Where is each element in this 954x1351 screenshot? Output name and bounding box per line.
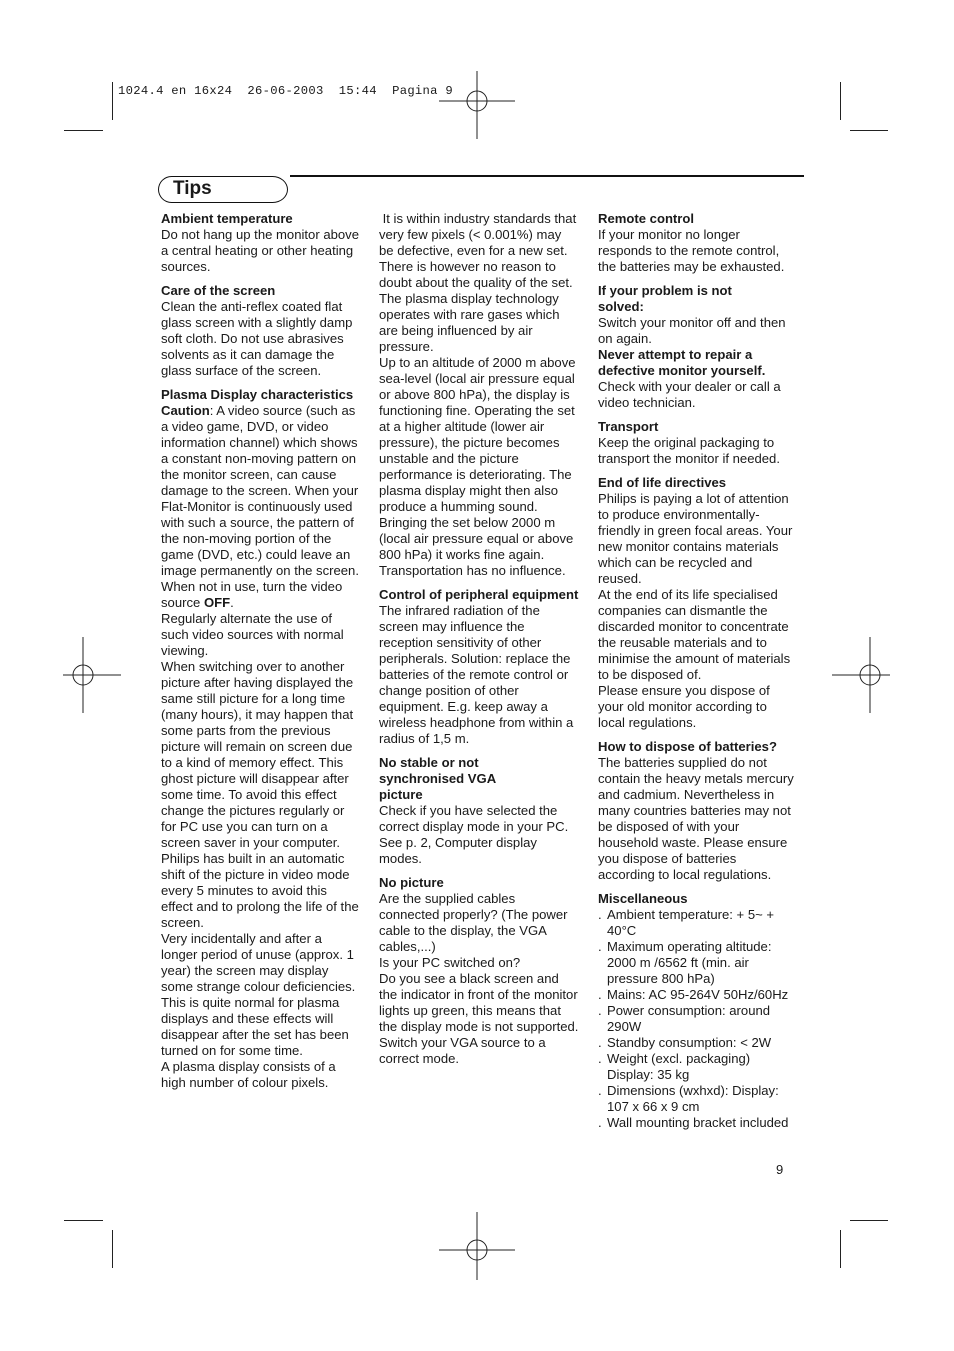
section-text: Keep the original packaging to transport the monitor if needed. <box>598 435 780 466</box>
paragraph: Very incidentally and after a longer period of unuse (approx. 1 year) the screen may display some strange colour deficiencies. This is quite normal for plasma displays and these effects will disappear after the set has been turned on for some time. <box>161 931 356 1058</box>
section-end-of-life <box>598 475 796 731</box>
list-item: . Maximum operating altitude: 2000 m /6562 ft (min. air pressure 800 hPa) <box>598 939 772 986</box>
paragraph: A plasma display consists of a high number of colour pixels. <box>161 1059 336 1090</box>
registration-mark-icon <box>437 1210 517 1290</box>
section-text: If your monitor no longer responds to the remote control, the batteries may be exhausted. <box>598 227 785 274</box>
section-heading: Plasma Display characteristics <box>161 387 354 402</box>
caution-label: Caution <box>161 403 210 418</box>
paragraph: Do you see a black screen and the indicator in front of the monitor lights up green, this means that the display mode is not supported. <box>379 971 579 1034</box>
paragraph: The plasma display technology operates with rare gases which are being influenced by air pressure. <box>379 291 560 354</box>
list-item: . Standby consumption: < 2W <box>598 1035 772 1050</box>
paragraph: When switching over to another picture after having displayed the same still picture for a long time (many hours), it may happen that some parts from the previous picture will remain on screen due to a kind of memory effect. This ghost picture will disappear after some time. To avoid this effect change the pictures regularly or for PC use you can turn on a screen saver in your computer. <box>161 659 354 850</box>
section-heading: Transport <box>598 419 659 434</box>
paragraph: It is within industry standards that very few pixels (< 0.001%) may be defective, even for a new set. There is however no reason to doubt about the quality of the set. <box>379 211 580 290</box>
crop-mark <box>64 1220 103 1221</box>
section-text: The batteries supplied do not contain the heavy metals mercury and cadmium. Nevertheless in many countries batteries may not be disposed of with your household waste. Please ensure you dispose of batteries according to local regulations. <box>598 755 794 882</box>
section-text: The infrared radiation of the screen may influence the reception sensitivity of other peripherals. Solution: replace the batteries of the remote control or change position of other equipment. E.g. keep away a wireless headphone from within a radius of 1,5 m. <box>379 603 574 746</box>
list-item: . Ambient temperature: + 5~ + 40°C <box>598 907 775 938</box>
section-text: Do not hang up the monitor above a central heating or other heating sources. <box>161 227 359 274</box>
crop-mark <box>850 130 888 131</box>
crop-mark <box>840 82 841 120</box>
section-heading: How to dispose of batteries? <box>598 739 777 754</box>
section-heading: Remote control <box>598 211 695 226</box>
section-heading: Miscellaneous <box>598 891 688 906</box>
section-ambient-temperature <box>161 211 361 275</box>
paragraph: Switch your VGA source to a correct mode. <box>379 1035 546 1066</box>
section-text: Check with your dealer or call a video technician. <box>598 379 781 410</box>
list-item: . Dimensions (wxhxd): Display: 107 x 66 x 9 cm <box>598 1083 779 1114</box>
caution-paragraph <box>161 403 361 611</box>
paragraph: Is your PC switched on? <box>379 955 521 970</box>
section-heading: End of life directives <box>598 475 727 490</box>
section-heading: No picture <box>379 875 444 890</box>
registration-mark-icon <box>437 61 517 141</box>
section-no-picture <box>379 875 579 1067</box>
printer-slug: 1024.4 en 16x24 26-06-2003 15:44 Pagina 9 <box>118 84 454 98</box>
paragraph: Up to an altitude of 2000 m above sea-level (local air pressure equal or above 800 hPa), the display is functioning fine. Operating the set at a higher altitude (lower air pressure), the picture becomes unstable and the picture performance is deteriorating. The plasma display might then also produce a humming sound. Bringing the set below 2000 m (local air pressure equal or above 800 hPa) it works fine again. Transportation has no influence. <box>379 355 576 578</box>
paragraph: Please ensure you dispose of your old monitor according to local regulations. <box>598 683 770 730</box>
header-rule <box>290 175 804 177</box>
column-1 <box>161 211 361 1091</box>
list-item: . Power consumption: around 290W <box>598 1003 771 1034</box>
page-number: 9 <box>776 1162 784 1177</box>
section-heading: Control of peripheral equipment <box>379 587 579 602</box>
list-item: . Weight (excl. packaging) Display: 35 kg <box>598 1051 751 1082</box>
section-text: Check if you have selected the correct display mode in your PC. See p. 2, Computer display modes. <box>379 803 569 866</box>
section-heading: If your problem is not solved: <box>598 283 732 314</box>
paragraph: At the end of its life specialised companies can dismantle the discarded monitor to concentrate the reusable materials and to minimise the amount of materials to be disposed of. <box>598 587 791 682</box>
section-care-of-screen <box>161 283 361 379</box>
section-plasma-characteristics <box>161 387 361 1091</box>
column-2 <box>379 211 579 1067</box>
section-heading: No stable or not synchronised VGA picture <box>379 755 496 802</box>
section-heading: Never attempt to repair a defective monitor yourself. <box>598 347 766 378</box>
crop-mark <box>850 1220 888 1221</box>
section-heading: Ambient temperature <box>161 211 293 226</box>
section-vga-picture <box>379 755 579 867</box>
section-pixels <box>379 211 579 579</box>
section-text: Switch your monitor off and then on again. <box>598 315 786 346</box>
crop-mark <box>64 130 103 131</box>
page-title: Tips <box>173 178 212 199</box>
paragraph: Philips is paying a lot of attention to produce environmentally-friendly in green focal areas. Your new monitor contains materials which can be recycled and reused. <box>598 491 793 586</box>
section-text: Clean the anti-reflex coated flat glass screen with a slightly damp soft cloth. Do not use abrasives solvents as it can damage the glass surface of the screen. <box>161 299 353 378</box>
section-remote-control <box>598 211 796 275</box>
crop-mark <box>112 82 113 120</box>
list-item: . Wall mounting bracket included <box>598 1115 789 1130</box>
registration-mark-icon <box>830 635 910 715</box>
crop-mark <box>112 1230 113 1268</box>
crop-mark <box>840 1230 841 1268</box>
off-label: OFF <box>203 595 231 610</box>
registration-mark-icon <box>43 635 123 715</box>
section-miscellaneous <box>598 891 796 1131</box>
column-3 <box>598 211 796 1131</box>
section-peripheral-equipment <box>379 587 579 747</box>
paragraph: Philips has built in an automatic shift of the picture in video mode every 5 minutes to avoid this effect and to prolong the life of the screen. <box>161 851 359 930</box>
list-item: . Mains: AC 95-264V 50Hz/60Hz <box>598 987 789 1002</box>
caution-text: : A video source (such as a video game, DVD, or video information channel) which shows a constant non-moving pattern on the monitor screen, can cause damage to the screen. When your Flat-Monitor is continuously used with such a source, the pattern of the non-moving portion of the game (DVD, etc.) could leave an image permanently on the screen. When not in use, turn the video source <box>161 403 359 610</box>
paragraph: Regularly alternate the use of such video sources with normal viewing. <box>161 611 344 658</box>
section-problem-not-solved <box>598 283 796 411</box>
caution-text-end: . <box>230 595 234 610</box>
paragraph: Are the supplied cables connected properly? (The power cable to the display, the VGA cables,...) <box>379 891 568 954</box>
section-batteries <box>598 739 796 883</box>
section-transport <box>598 419 796 467</box>
section-heading: Care of the screen <box>161 283 276 298</box>
